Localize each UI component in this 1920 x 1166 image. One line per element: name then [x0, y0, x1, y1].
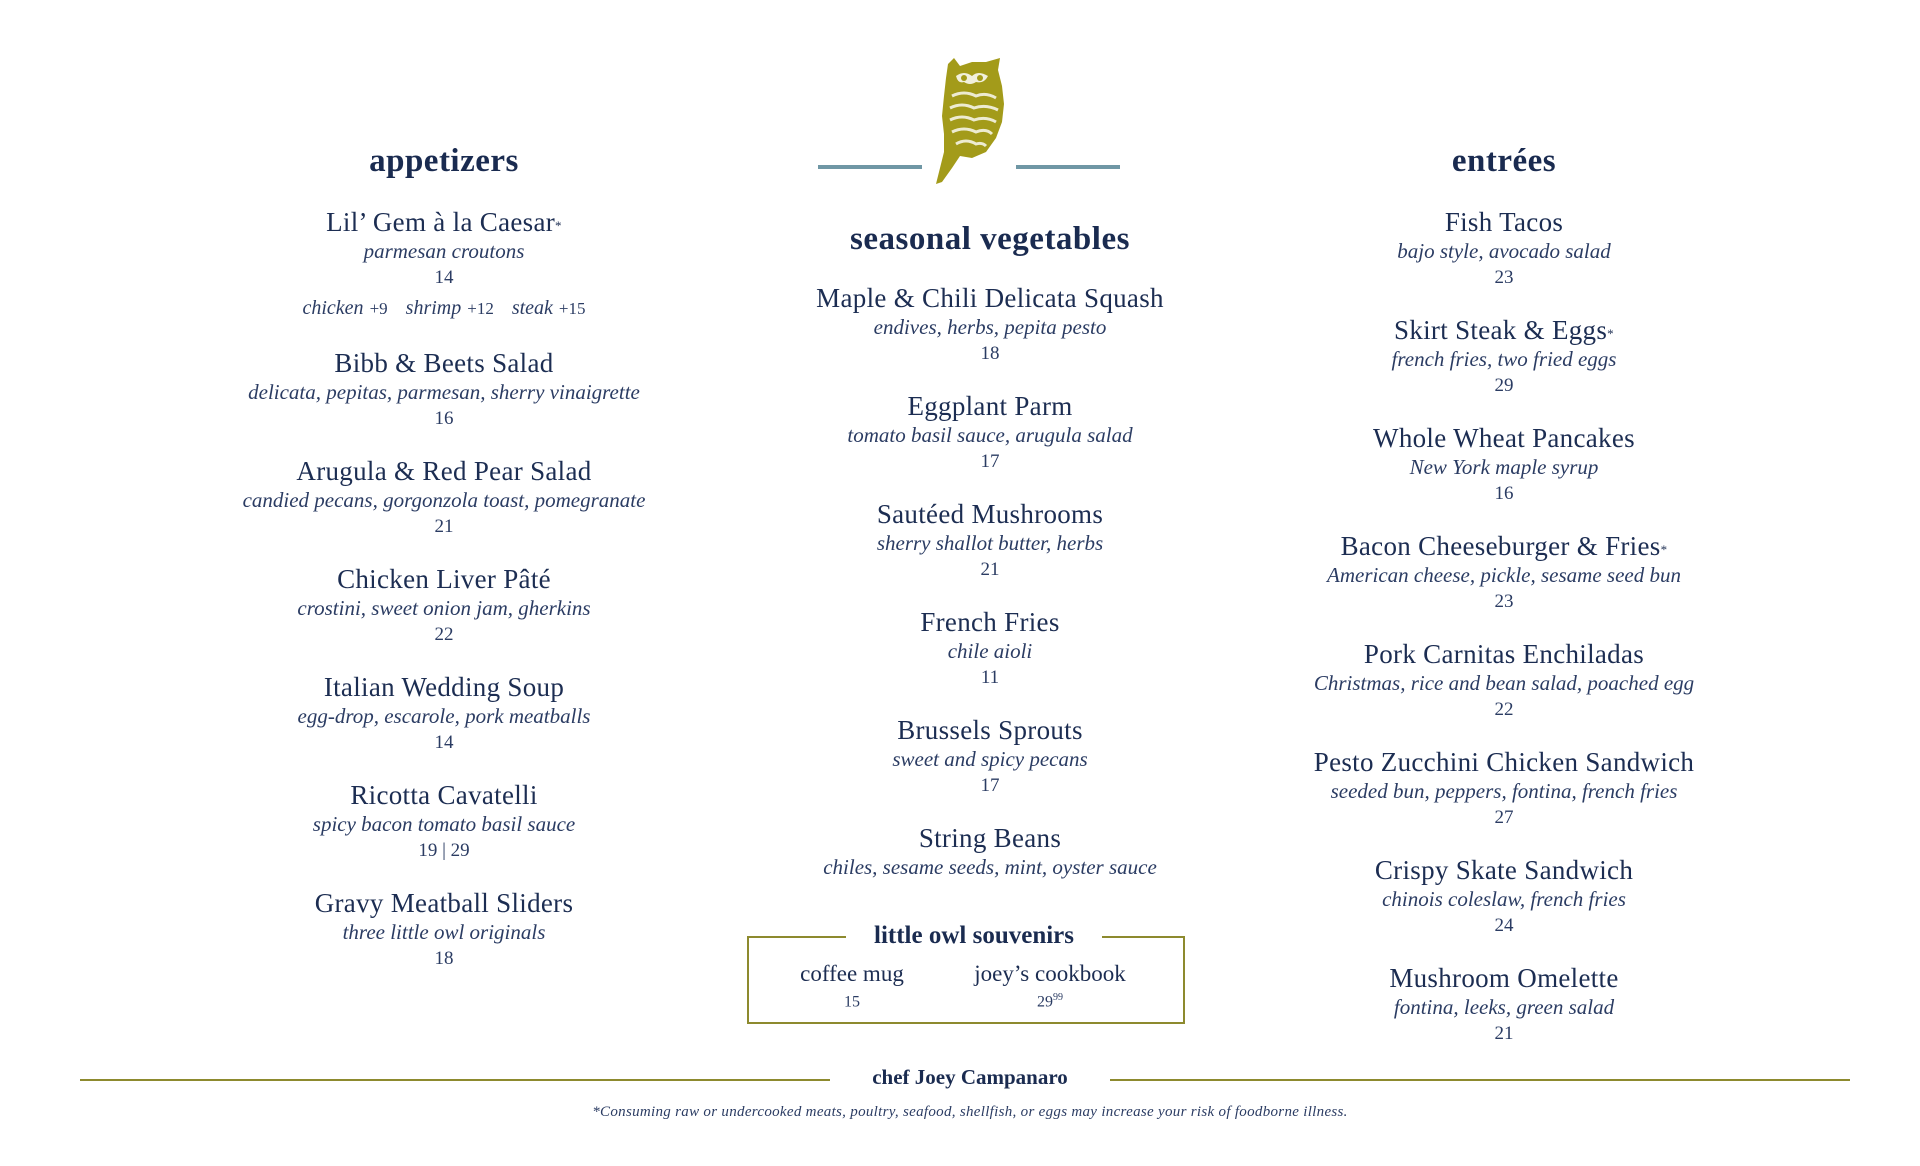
item-addons	[226, 292, 662, 325]
item-price: 16	[1494, 483, 1514, 504]
raw-warning-asterisk: *	[1607, 326, 1614, 341]
item-description: tomato basil sauce, arugula salad	[847, 423, 1133, 447]
menu-item	[226, 887, 662, 973]
menu-item	[226, 671, 662, 757]
item-name-row	[760, 606, 1220, 638]
item-name: Brussels Sprouts	[897, 715, 1083, 745]
item-description: french fries, two fried eggs	[1391, 347, 1617, 371]
vegetables-list	[760, 282, 1220, 880]
item-name: Ricotta Cavatelli	[350, 780, 538, 810]
item-name-row	[760, 282, 1220, 314]
item-description: three little owl originals	[342, 920, 546, 944]
item-description: egg-drop, escarole, pork meatballs	[297, 704, 591, 728]
menu-item	[1286, 314, 1722, 400]
item-description: bajo style, avocado salad	[1397, 239, 1611, 263]
item-name: Bibb & Beets Salad	[334, 348, 554, 378]
logo-line-right	[1016, 165, 1120, 169]
item-name: Chicken Liver Pâté	[337, 564, 551, 594]
item-name: Pesto Zucchini Chicken Sandwich	[1313, 747, 1695, 777]
item-price: 21	[434, 516, 454, 537]
item-description: Christmas, rice and bean salad, poached egg	[1313, 671, 1695, 695]
item-description: delicata, pepitas, parmesan, sherry vinaigrette	[248, 380, 640, 404]
item-name: String Beans	[918, 823, 1062, 853]
item-description: sweet and spicy pecans	[892, 747, 1088, 771]
addon-price: +9	[369, 299, 388, 318]
menu-item	[1286, 422, 1722, 508]
item-name: Gravy Meatball Sliders	[314, 888, 574, 918]
menu-item	[226, 455, 662, 541]
item-name: Arugula & Red Pear Salad	[296, 456, 592, 486]
item-price: 24	[1494, 915, 1514, 936]
menu-item	[226, 206, 662, 325]
item-description: crostini, sweet onion jam, gherkins	[297, 596, 591, 620]
raw-warning-asterisk: *	[555, 218, 562, 233]
item-price: 21	[980, 559, 1000, 580]
item-description: endives, herbs, pepita pesto	[873, 315, 1107, 339]
addon-price: +15	[558, 299, 586, 318]
item-price: 21	[1494, 1023, 1514, 1044]
menu-item	[760, 606, 1220, 692]
menu-item	[760, 822, 1220, 880]
item-name-row	[1286, 746, 1722, 778]
item-name: Fish Tacos	[1444, 207, 1564, 237]
vegetables-section	[760, 218, 1220, 902]
item-price: 19 | 29	[418, 840, 470, 861]
addon-price: +12	[467, 299, 494, 318]
item-description: chinois coleslaw, french fries	[1382, 887, 1626, 911]
menu-item	[760, 390, 1220, 476]
item-name-row	[760, 822, 1220, 854]
item-name: Sautéed Mushrooms	[876, 499, 1104, 529]
item-name-row	[1286, 206, 1722, 238]
item-description: candied pecans, gorgonzola toast, pomegranate	[242, 488, 646, 512]
item-name-row	[226, 779, 662, 811]
menu-item	[226, 779, 662, 865]
item-price: 23	[1494, 591, 1514, 612]
food-safety-disclaimer: *Consuming raw or undercooked meats, poultry, seafood, shellfish, or eggs may increase your risk of foodborne illness.	[592, 1104, 1348, 1120]
item-name: Italian Wedding Soup	[323, 672, 565, 702]
item-price: 23	[1494, 267, 1514, 288]
item-name-row	[226, 347, 662, 379]
addon-label: chicken	[302, 297, 364, 319]
section-heading: appetizers	[369, 143, 519, 179]
item-name: Crispy Skate Sandwich	[1374, 855, 1634, 885]
item-price: 22	[434, 624, 454, 645]
item-price: 14	[434, 267, 454, 288]
item-name-row	[760, 498, 1220, 530]
item-price: 17	[980, 775, 1000, 796]
souvenirs-title: little owl souvenirs	[846, 918, 1102, 954]
item-name-row	[226, 206, 662, 238]
item-price: 18	[980, 343, 1000, 364]
item-name: Eggplant Parm	[907, 391, 1073, 421]
menu-item	[760, 498, 1220, 584]
owl-icon	[930, 56, 1010, 186]
item-price: 16	[434, 408, 454, 429]
souvenir-price: $29^{99}$	[1037, 992, 1063, 1011]
appetizers-list	[226, 206, 662, 973]
menu-item	[1286, 206, 1722, 292]
menu-item	[1286, 746, 1722, 832]
item-description: spicy bacon tomato basil sauce	[312, 812, 576, 836]
item-name-row	[1286, 638, 1722, 670]
item-description: New York maple syrup	[1409, 455, 1599, 479]
entrees-list	[1286, 206, 1722, 1048]
item-price: 22	[1494, 699, 1514, 720]
item-name-row	[226, 455, 662, 487]
item-description: chile aioli	[947, 639, 1033, 663]
item-price: 18	[434, 948, 454, 969]
item-description: parmesan croutons	[363, 239, 525, 263]
entrees-section	[1286, 140, 1722, 1070]
item-name: Mushroom Omelette	[1389, 963, 1619, 993]
item-name-row	[226, 563, 662, 595]
item-name: Bacon Cheeseburger & Fries	[1340, 531, 1661, 561]
item-name-row	[226, 671, 662, 703]
logo-line-left	[818, 165, 922, 169]
menu-item	[760, 282, 1220, 368]
item-description: chiles, sesame seeds, mint, oyster sauce	[823, 855, 1157, 879]
item-name: French Fries	[920, 607, 1060, 637]
item-description: American cheese, pickle, sesame seed bun	[1327, 563, 1681, 587]
item-name-row	[760, 390, 1220, 422]
item-name-row	[1286, 962, 1722, 994]
menu-item	[760, 714, 1220, 800]
item-price: 29	[1494, 375, 1514, 396]
menu-item	[1286, 530, 1722, 616]
raw-warning-asterisk: *	[1660, 542, 1668, 557]
addon-label: steak	[511, 297, 553, 319]
item-name-row	[1286, 530, 1722, 562]
menu-item	[1286, 854, 1722, 940]
item-price: 17	[980, 451, 1000, 472]
souvenir-item-cookbook	[958, 960, 1142, 1012]
item-price: 14	[434, 732, 454, 753]
item-description: sherry shallot butter, herbs	[876, 531, 1104, 555]
item-price: 11	[980, 667, 1000, 688]
item-description: seeded bun, peppers, fontina, french fries	[1330, 779, 1678, 803]
section-heading: seasonal vegetables	[850, 221, 1130, 257]
souvenir-name: coffee mug	[800, 961, 904, 986]
souvenir-item-mug	[786, 960, 918, 1012]
item-name-row	[1286, 422, 1722, 454]
souvenir-price: 15	[844, 993, 860, 1011]
addon-label: shrimp	[405, 297, 462, 319]
menu-item	[1286, 638, 1722, 724]
item-name: Maple & Chili Delicata Squash	[816, 283, 1164, 313]
item-name: Pork Carnitas Enchiladas	[1363, 639, 1645, 669]
souvenir-name: joey’s cookbook	[974, 961, 1126, 986]
appetizers-section	[226, 140, 662, 995]
menu-item	[226, 563, 662, 649]
item-description: fontina, leeks, green salad	[1393, 995, 1615, 1019]
item-name: Lil’ Gem à la Caesar	[326, 207, 556, 237]
menu-item	[1286, 962, 1722, 1048]
item-name-row	[1286, 854, 1722, 886]
item-name-row	[1286, 314, 1722, 346]
menu-item	[226, 347, 662, 433]
item-name: Skirt Steak & Eggs	[1394, 315, 1608, 345]
chef-name: chef Joey Campanaro	[830, 1062, 1110, 1092]
item-name-row	[226, 887, 662, 919]
section-heading: entrées	[1451, 143, 1557, 179]
item-name-row	[760, 714, 1220, 746]
item-name: Whole Wheat Pancakes	[1373, 423, 1635, 453]
item-price: 27	[1494, 807, 1514, 828]
